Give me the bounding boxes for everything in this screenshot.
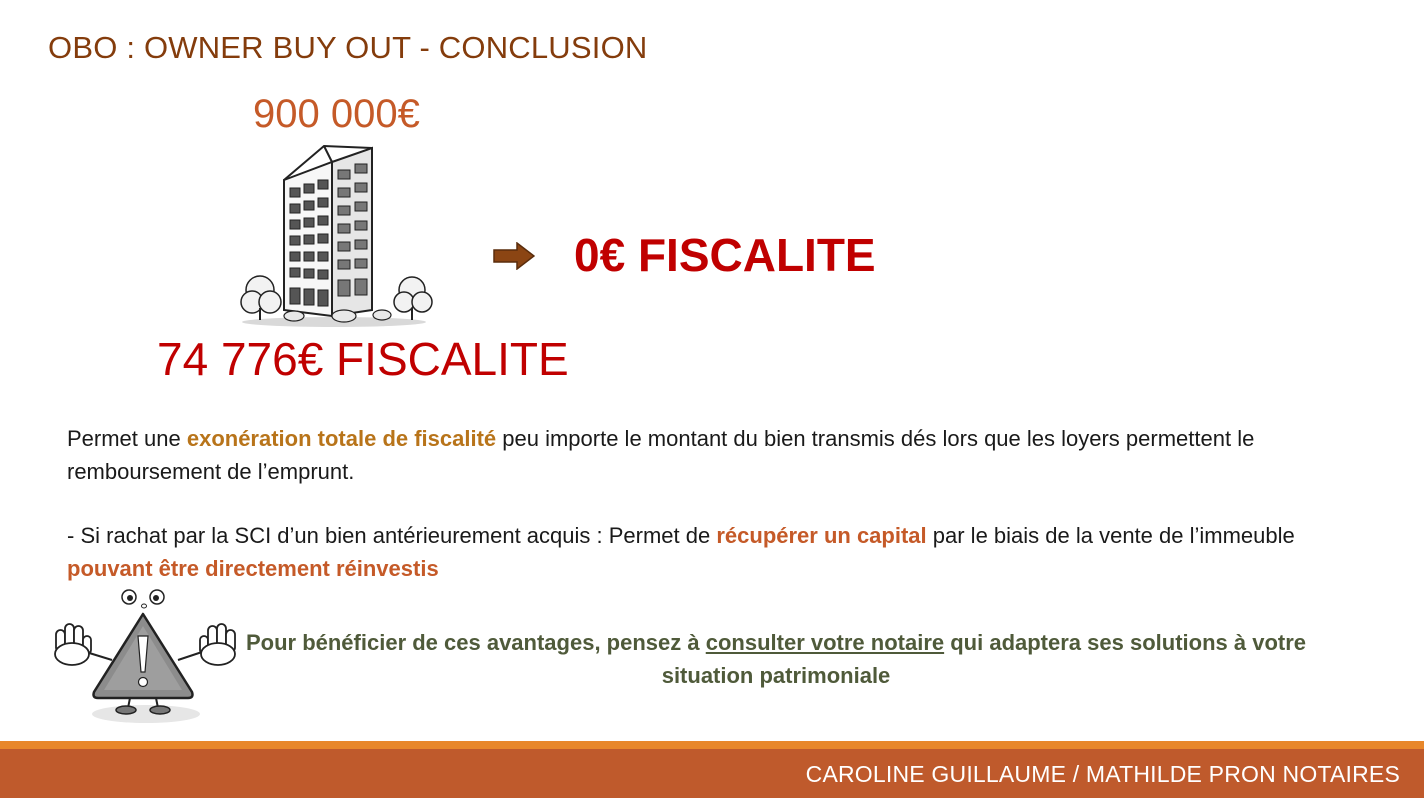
benefit-text-end: peu importe le montant du bien transmis dés lors que les loyers permettent le remboursement de l’emprunt. <box>67 426 1255 484</box>
consult-notary-link[interactable]: consulter votre notaire <box>705 630 945 655</box>
tax-after-amount: 0€ FISCALITE <box>574 229 876 281</box>
footer-stripe <box>0 741 1424 749</box>
advice-text-start: Pour bénéficier de ces avantages, pensez à <box>245 630 706 655</box>
repurchase-highlight-capital: récupérer un capital <box>716 523 927 548</box>
building-icon <box>232 140 437 330</box>
warning-character-icon <box>50 586 240 731</box>
benefit-highlight: exonération totale de fiscalité <box>186 426 497 451</box>
repurchase-paragraph <box>67 519 1297 585</box>
repurchase-text-middle: par le biais de la vente de l’immeuble <box>926 523 1295 548</box>
footer-text: CAROLINE GUILLAUME / MATHILDE PRON NOTAIRES <box>805 761 1400 787</box>
benefit-paragraph <box>67 422 1297 488</box>
benefit-text-start: Permet une <box>67 426 187 451</box>
advice-text-end: qui adaptera ses solutions à votre situation patrimoniale <box>661 630 1307 688</box>
slide-title: OBO : OWNER BUY OUT - CONCLUSION <box>48 30 648 65</box>
repurchase-highlight-reinvest: pouvant être directement réinvestis <box>67 556 439 581</box>
arrow-right-icon <box>493 242 535 270</box>
tax-before-amount: 74 776€ FISCALITE <box>157 333 569 385</box>
repurchase-text-start: - Si rachat par la SCI d’un bien antérieurement acquis : Permet de <box>67 523 717 548</box>
property-price: 900 000€ <box>253 92 420 136</box>
footer-band <box>0 749 1424 798</box>
advice-text <box>240 626 1312 692</box>
